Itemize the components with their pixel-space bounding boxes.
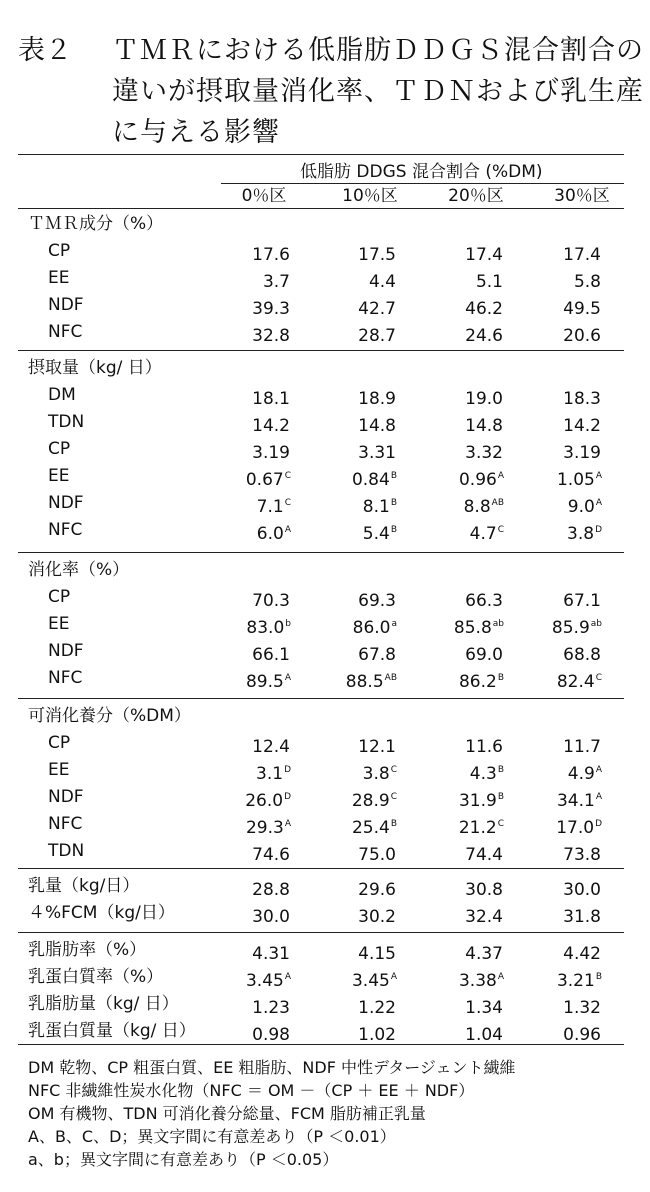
table-cell — [434, 841, 514, 865]
row-label: CP — [48, 439, 71, 459]
cell-value: 89.5 — [245, 672, 284, 692]
cell-value: 8.1 — [362, 497, 390, 517]
table-cell — [327, 520, 397, 544]
table-cell — [434, 493, 504, 517]
table-cell — [327, 466, 397, 490]
table-cell — [221, 1021, 301, 1045]
significance-letter: AB — [491, 498, 504, 508]
significance-letter: AB — [384, 673, 397, 683]
cell-value: 66.1 — [252, 645, 290, 665]
cell-value: 85.8 — [453, 618, 492, 638]
row-label: CP — [48, 241, 71, 261]
row-label: NFC — [48, 520, 83, 540]
table-cell — [532, 268, 612, 292]
section-divider — [18, 698, 624, 699]
row-label: NFC — [48, 814, 83, 834]
cell-value: 4.4 — [368, 272, 396, 292]
row-label: 乳蛋白質率（%） — [28, 967, 164, 987]
table-cell — [327, 876, 407, 900]
cell-value: 25.4 — [351, 818, 390, 838]
cell-value: 18.9 — [358, 389, 396, 409]
table-cell — [434, 241, 514, 265]
cell-value: 75.0 — [358, 845, 396, 865]
table-cell — [221, 841, 301, 865]
table-cell — [327, 668, 397, 692]
cell-value: 0.67 — [245, 470, 284, 490]
cell-value: 7.1 — [256, 497, 284, 517]
table-cell — [327, 439, 407, 463]
row-label: EE — [48, 760, 70, 780]
title-line-3: に与える影響 — [112, 117, 280, 148]
table-cell — [221, 641, 301, 665]
cell-value: 1.05 — [556, 470, 595, 490]
significance-letter: B — [595, 972, 602, 982]
table-cell — [327, 322, 407, 346]
cell-value: 30.8 — [465, 880, 503, 900]
cell-value: 32.8 — [252, 326, 290, 346]
significance-letter: A — [390, 972, 397, 982]
cell-value: 3.8 — [567, 524, 595, 544]
cell-value: 86.2 — [458, 672, 497, 692]
cell-value: 5.8 — [573, 272, 601, 292]
significance-letter: D — [595, 525, 602, 535]
table-cell — [327, 295, 407, 319]
title-line-1: ＴＭＲにおける低脂肪ＤＤＧＳ混合割合の — [112, 35, 644, 66]
table-cell — [532, 520, 602, 544]
cell-value: 3.21 — [556, 971, 595, 991]
cell-value: 1.04 — [465, 1025, 503, 1045]
table-cell — [532, 295, 612, 319]
row-label: 乳脂肪率（%） — [28, 940, 147, 960]
significance-letter: A — [284, 972, 291, 982]
table-cell — [434, 668, 504, 692]
table-cell — [434, 385, 514, 409]
cell-value: 74.6 — [252, 845, 290, 865]
cell-value: 3.31 — [358, 443, 396, 463]
significance-letter: a — [391, 619, 397, 629]
section-heading: ＴＭＲ成分（%） — [28, 214, 164, 234]
row-label: 乳蛋白質量（kg/ 日） — [28, 1021, 196, 1041]
cell-value: 3.8 — [362, 764, 390, 784]
significance-letter: C — [284, 498, 291, 508]
section-divider — [18, 552, 624, 553]
table-cell — [434, 760, 504, 784]
cell-value: 1.34 — [465, 998, 503, 1018]
significance-letter: C — [390, 765, 397, 775]
table-cell — [532, 903, 612, 927]
table-cell — [532, 668, 602, 692]
cell-value: 67.8 — [358, 645, 396, 665]
cell-value: 21.2 — [458, 818, 497, 838]
table-cell — [327, 641, 407, 665]
cell-value: 31.8 — [563, 907, 601, 927]
table-cell — [532, 241, 612, 265]
row-label: 乳量（kg/日） — [28, 876, 140, 896]
cell-value: 74.4 — [465, 845, 503, 865]
table-cell — [327, 967, 397, 991]
table-cell — [532, 841, 612, 865]
cell-value: 11.7 — [563, 737, 601, 757]
significance-letter: C — [497, 819, 504, 829]
cell-value: 39.3 — [252, 299, 290, 319]
table-cell — [221, 994, 301, 1018]
significance-letter: C — [284, 471, 291, 481]
table-cell — [221, 967, 291, 991]
cell-value: 19.0 — [465, 389, 503, 409]
significance-letter: ab — [590, 619, 602, 629]
cell-value: 88.5 — [345, 672, 384, 692]
table-cell — [532, 587, 612, 611]
cell-value: 4.9 — [567, 764, 595, 784]
table-cell — [221, 439, 301, 463]
cell-value: 31.9 — [458, 791, 497, 811]
table-cell — [532, 760, 602, 784]
cell-value: 17.6 — [252, 245, 290, 265]
cell-value: 69.0 — [465, 645, 503, 665]
row-label: DM — [48, 385, 76, 405]
footnote-line: DM 乾物、CP 粗蛋白質、EE 粗脂肪、NDF 中性デタージェント繊維 — [28, 1058, 516, 1077]
cell-value: 30.0 — [563, 880, 601, 900]
cell-value: 66.3 — [465, 591, 503, 611]
significance-letter: A — [497, 972, 504, 982]
row-label: NDF — [48, 787, 84, 807]
cell-value: 30.2 — [358, 907, 396, 927]
cell-value: 12.1 — [358, 737, 396, 757]
table-cell — [532, 322, 612, 346]
section-divider — [18, 932, 624, 933]
cell-value: 73.8 — [563, 845, 601, 865]
significance-letter: A — [284, 673, 291, 683]
cell-value: 4.7 — [469, 524, 497, 544]
cell-value: 34.1 — [556, 791, 595, 811]
cell-value: 1.02 — [358, 1025, 396, 1045]
significance-letter: B — [390, 525, 397, 535]
table-cell — [434, 439, 514, 463]
section-heading: 可消化養分（%DM） — [28, 706, 191, 726]
table-cell — [434, 903, 514, 927]
cell-value: 24.6 — [465, 326, 503, 346]
table-cell — [532, 1021, 612, 1045]
table-cell — [434, 967, 504, 991]
table-cell — [532, 439, 612, 463]
table-cell — [221, 760, 291, 784]
row-label: NDF — [48, 641, 84, 661]
table-cell — [532, 940, 612, 964]
cell-value: 3.32 — [465, 443, 503, 463]
significance-letter: B — [497, 673, 504, 683]
table-cell — [221, 940, 301, 964]
significance-letter: B — [390, 498, 397, 508]
significance-letter: A — [595, 792, 602, 802]
cell-value: 3.45 — [351, 971, 390, 991]
row-label: NDF — [48, 493, 84, 513]
significance-letter: A — [595, 498, 602, 508]
cell-value: 0.96 — [458, 470, 497, 490]
cell-value: 28.8 — [252, 880, 290, 900]
table-cell — [327, 614, 397, 638]
table-cell — [434, 994, 514, 1018]
cell-value: 4.42 — [563, 944, 601, 964]
table-cell — [434, 814, 504, 838]
table-cell — [434, 1021, 514, 1045]
cell-value: 18.1 — [252, 389, 290, 409]
row-label: EE — [48, 614, 70, 634]
table-cell — [532, 385, 612, 409]
cell-value: 0.98 — [252, 1025, 290, 1045]
significance-letter: D — [284, 765, 291, 775]
table-cell — [532, 641, 612, 665]
table-cell — [327, 493, 397, 517]
table-cell — [221, 493, 291, 517]
cell-value: 8.8 — [463, 497, 491, 517]
cell-value: 17.4 — [563, 245, 601, 265]
cell-value: 14.8 — [358, 416, 396, 436]
table-cell — [434, 412, 514, 436]
table-cell — [221, 668, 291, 692]
table-cell — [532, 733, 612, 757]
title-line-2: 違いが摂取量消化率、ＴＤＮおよび乳生産 — [112, 76, 644, 107]
cell-value: 4.3 — [469, 764, 497, 784]
table-number: 表２ — [18, 35, 72, 66]
cell-value: 29.6 — [358, 880, 396, 900]
cell-value: 42.7 — [358, 299, 396, 319]
table-cell — [434, 587, 514, 611]
row-label: EE — [48, 268, 70, 288]
table-cell — [434, 268, 514, 292]
cell-value: 12.4 — [252, 737, 290, 757]
table-cell — [434, 876, 514, 900]
table-cell — [434, 733, 514, 757]
footnote-line: a、b；異文字間に有意差あり（P ＜0.05） — [28, 1150, 339, 1169]
row-label: CP — [48, 587, 71, 607]
column-group-underline — [221, 183, 624, 184]
column-header: 0％区 — [241, 186, 287, 206]
table-cell — [221, 241, 301, 265]
table-cell — [221, 412, 301, 436]
table-cell — [434, 520, 504, 544]
table-cell — [532, 493, 602, 517]
cell-value: 3.7 — [262, 272, 290, 292]
table-cell — [221, 787, 291, 811]
footnote-line: NFC 非繊維性炭水化物（NFC ＝ OM －（CP ＋ EE ＋ NDF） — [28, 1081, 475, 1100]
table-cell — [221, 614, 291, 638]
cell-value: 1.23 — [252, 998, 290, 1018]
column-header: 10％区 — [342, 186, 398, 206]
table-cell — [327, 994, 407, 1018]
row-label: NDF — [48, 295, 84, 315]
table-cell — [434, 295, 514, 319]
cell-value: 3.19 — [252, 443, 290, 463]
significance-letter: C — [390, 792, 397, 802]
cell-value: 14.2 — [252, 416, 290, 436]
table-cell — [327, 760, 397, 784]
cell-value: 18.3 — [563, 389, 601, 409]
table-cell — [221, 466, 291, 490]
table-cell — [221, 385, 301, 409]
significance-letter: B — [497, 765, 504, 775]
section-heading: 消化率（%） — [28, 560, 130, 580]
table-cell — [327, 412, 407, 436]
cell-value: 28.9 — [351, 791, 390, 811]
cell-value: 68.8 — [563, 645, 601, 665]
row-label: 乳脂肪量（kg/ 日） — [28, 994, 179, 1014]
significance-letter: D — [595, 819, 602, 829]
cell-value: 70.3 — [252, 591, 290, 611]
significance-letter: C — [595, 673, 602, 683]
cell-value: 11.6 — [465, 737, 503, 757]
cell-value: 6.0 — [256, 524, 284, 544]
row-label: ４%FCM（kg/日） — [28, 903, 175, 923]
table-cell — [327, 841, 407, 865]
cell-value: 17.0 — [556, 818, 595, 838]
table-cell — [221, 322, 301, 346]
cell-value: 3.19 — [563, 443, 601, 463]
cell-value: 1.22 — [358, 998, 396, 1018]
row-label: EE — [48, 466, 70, 486]
cell-value: 4.31 — [252, 944, 290, 964]
cell-value: 0.96 — [563, 1025, 601, 1045]
cell-value: 3.1 — [256, 764, 284, 784]
cell-value: 67.1 — [563, 591, 601, 611]
column-header: 20％区 — [448, 186, 504, 206]
footnote-line: OM 有機物、TDN 可消化養分総量、FCM 脂肪補正乳量 — [28, 1104, 426, 1123]
cell-value: 3.45 — [245, 971, 284, 991]
cell-value: 26.0 — [245, 791, 284, 811]
section-heading: 摂取量（kg/ 日） — [28, 358, 162, 378]
section-divider — [18, 868, 624, 869]
cell-value: 4.37 — [465, 944, 503, 964]
significance-letter: B — [390, 471, 397, 481]
cell-value: 30.0 — [252, 907, 290, 927]
table-cell — [327, 587, 407, 611]
cell-value: 14.2 — [563, 416, 601, 436]
significance-letter: C — [497, 525, 504, 535]
section-divider — [18, 350, 624, 351]
significance-letter: A — [284, 525, 291, 535]
cell-value: 32.4 — [465, 907, 503, 927]
significance-letter: A — [595, 765, 602, 775]
table-cell — [327, 241, 407, 265]
significance-letter: B — [497, 792, 504, 802]
table-cell — [434, 641, 514, 665]
cell-value: 5.1 — [475, 272, 503, 292]
table-top-rule — [18, 154, 624, 155]
cell-value: 1.32 — [563, 998, 601, 1018]
table-cell — [434, 787, 504, 811]
table-cell — [434, 614, 504, 638]
cell-value: 3.38 — [458, 971, 497, 991]
cell-value: 20.6 — [563, 326, 601, 346]
column-group-header: 低脂肪 DDGS 混合割合 (%DM) — [300, 162, 543, 182]
table-cell — [221, 814, 291, 838]
significance-letter: A — [284, 819, 291, 829]
cell-value: 46.2 — [465, 299, 503, 319]
row-label: TDN — [48, 841, 85, 861]
significance-letter: D — [284, 792, 291, 802]
cell-value: 69.3 — [358, 591, 396, 611]
cell-value: 17.5 — [358, 245, 396, 265]
header-bottom-rule — [18, 208, 624, 209]
cell-value: 4.15 — [358, 944, 396, 964]
row-label: TDN — [48, 412, 85, 432]
table-cell — [532, 614, 602, 638]
table-cell — [532, 787, 602, 811]
table-cell — [327, 1021, 407, 1045]
cell-value: 49.5 — [563, 299, 601, 319]
table-cell — [327, 940, 407, 964]
table-cell — [434, 940, 514, 964]
cell-value: 9.0 — [567, 497, 595, 517]
table-cell — [221, 587, 301, 611]
significance-letter: A — [497, 471, 504, 481]
cell-value: 17.4 — [465, 245, 503, 265]
table-cell — [532, 466, 602, 490]
table-cell — [221, 268, 301, 292]
cell-value: 85.9 — [551, 618, 590, 638]
table-cell — [532, 967, 602, 991]
table-cell — [532, 876, 612, 900]
table-cell — [532, 814, 602, 838]
cell-value: 14.8 — [465, 416, 503, 436]
table-cell — [221, 903, 301, 927]
table-cell — [434, 466, 504, 490]
table-cell — [221, 295, 301, 319]
significance-letter: A — [595, 471, 602, 481]
table-cell — [221, 520, 291, 544]
row-label: NFC — [48, 322, 83, 342]
cell-value: 5.4 — [362, 524, 390, 544]
table-cell — [532, 994, 612, 1018]
footnote-line: A、B、C、D；異文字間に有意差あり（P ＜0.01） — [28, 1127, 396, 1146]
cell-value: 28.7 — [358, 326, 396, 346]
table-cell — [532, 412, 612, 436]
table-cell — [327, 787, 397, 811]
section-divider — [18, 1044, 624, 1045]
table-cell — [327, 385, 407, 409]
table-cell — [434, 322, 514, 346]
significance-letter: B — [390, 819, 397, 829]
cell-value: 82.4 — [556, 672, 595, 692]
significance-letter: b — [285, 619, 291, 629]
column-header: 30％区 — [554, 186, 610, 206]
row-label: NFC — [48, 668, 83, 688]
table-cell — [221, 876, 301, 900]
significance-letter: ab — [492, 619, 504, 629]
cell-value: 29.3 — [245, 818, 284, 838]
cell-value: 86.0 — [352, 618, 391, 638]
table-cell — [327, 814, 397, 838]
table-cell — [327, 733, 407, 757]
table-cell — [327, 268, 407, 292]
table-cell — [221, 733, 301, 757]
cell-value: 0.84 — [351, 470, 390, 490]
row-label: CP — [48, 733, 71, 753]
cell-value: 83.0 — [246, 618, 285, 638]
table-cell — [327, 903, 407, 927]
